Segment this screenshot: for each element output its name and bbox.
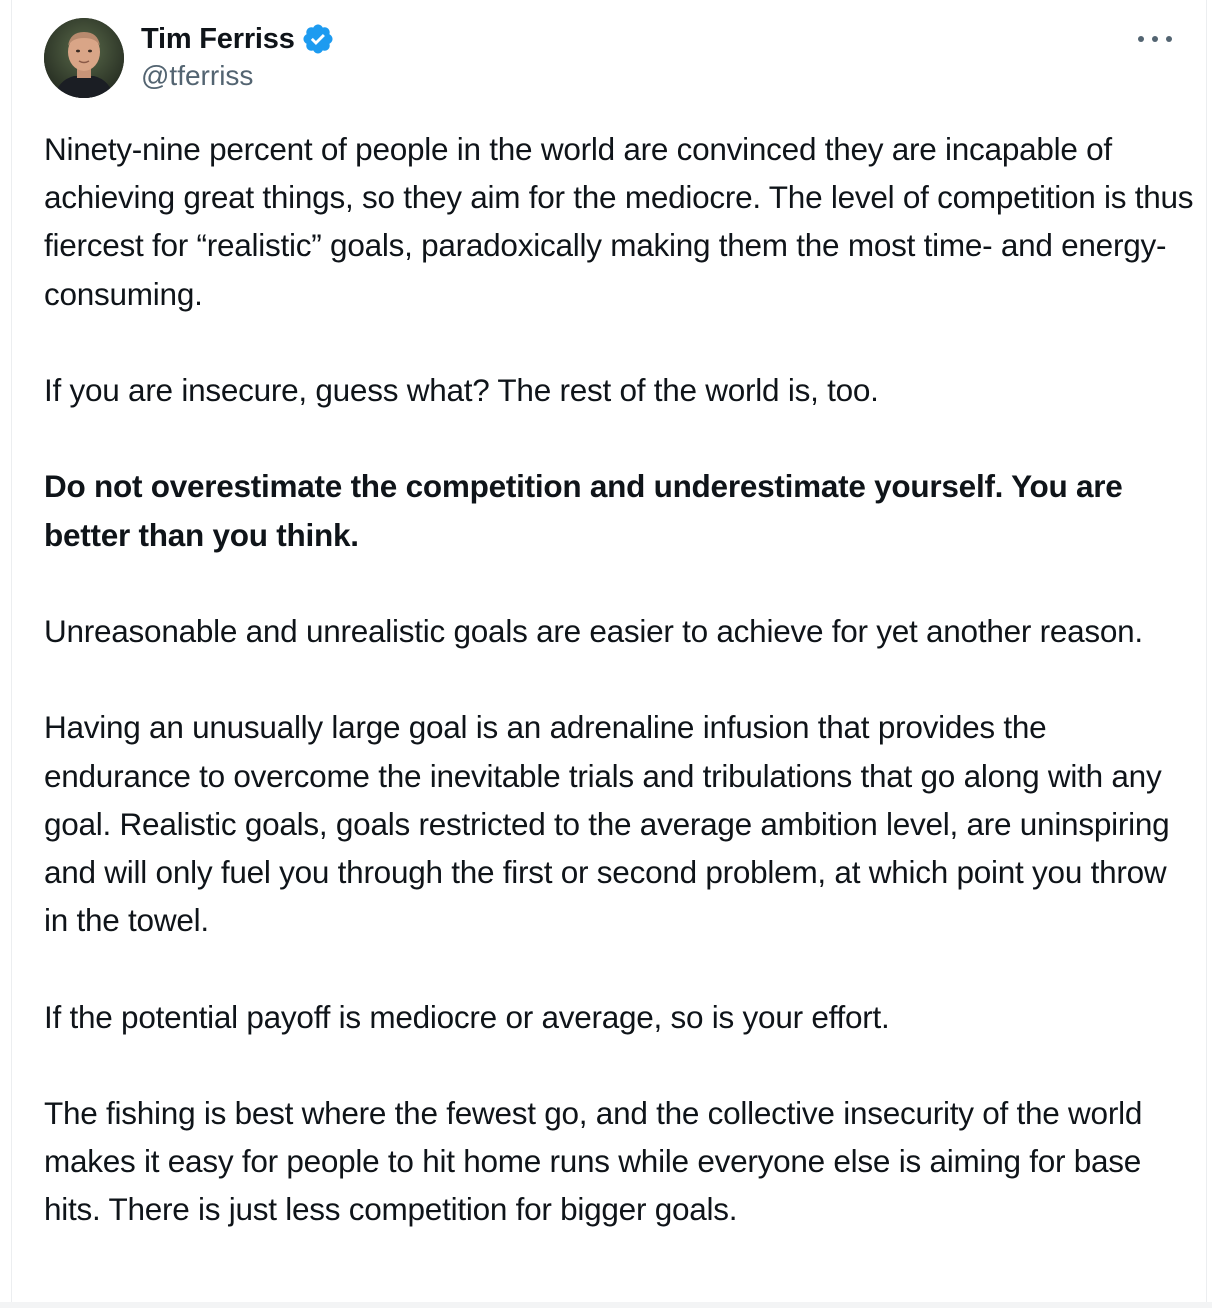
avatar[interactable] — [44, 18, 124, 98]
verified-badge-icon[interactable] — [301, 22, 335, 56]
tweet-header — [44, 18, 1184, 100]
profile-photo-icon — [44, 18, 124, 98]
tweet-paragraph: If you are insecure, guess what? The rest of the world is, too. — [44, 372, 879, 408]
more-options-icon[interactable] — [1138, 26, 1172, 52]
tweet-paragraph-bold: Do not overestimate the competition and underestimate yourself. You are better than you think. — [44, 468, 1123, 553]
tweet-paragraph: Unreasonable and unrealistic goals are easier to achieve for yet another reason. — [44, 612, 1143, 649]
tweet-text — [44, 125, 1194, 1234]
bottom-divider — [0, 1302, 1212, 1308]
author-handle[interactable]: @tferriss — [141, 60, 254, 91]
tweet-paragraph: If the potential payoff is mediocre or average, so is your effort. — [44, 998, 890, 1035]
author-info — [141, 20, 335, 92]
tweet-paragraph: Having an unusually large goal is an adrenaline infusion that provides the endurance to overcome the inevitable trials and tribulations that go along with any goal. Realistic goals, goals restricted to the average ambition level, are uninspiring and will only fuel you through the first or second problem, at which point you throw in the towel. — [44, 709, 1170, 939]
tweet-paragraph: The fishing is best where the fewest go, and the collective insecurity of the world makes it easy for people to hit home runs while everyone else is aiming for base hits. There is just less competition for bigger goals. — [44, 1094, 1143, 1228]
author-name-row — [141, 20, 335, 58]
tweet-paragraph: Ninety-nine percent of people in the world are convinced they are incapable of achieving great things, so they aim for the mediocre. The level of competition is thus fiercest for “realistic” goals, paradoxically making them the most time- and energy-consuming. — [44, 131, 1194, 312]
author-name[interactable]: Tim Ferriss — [141, 22, 295, 55]
